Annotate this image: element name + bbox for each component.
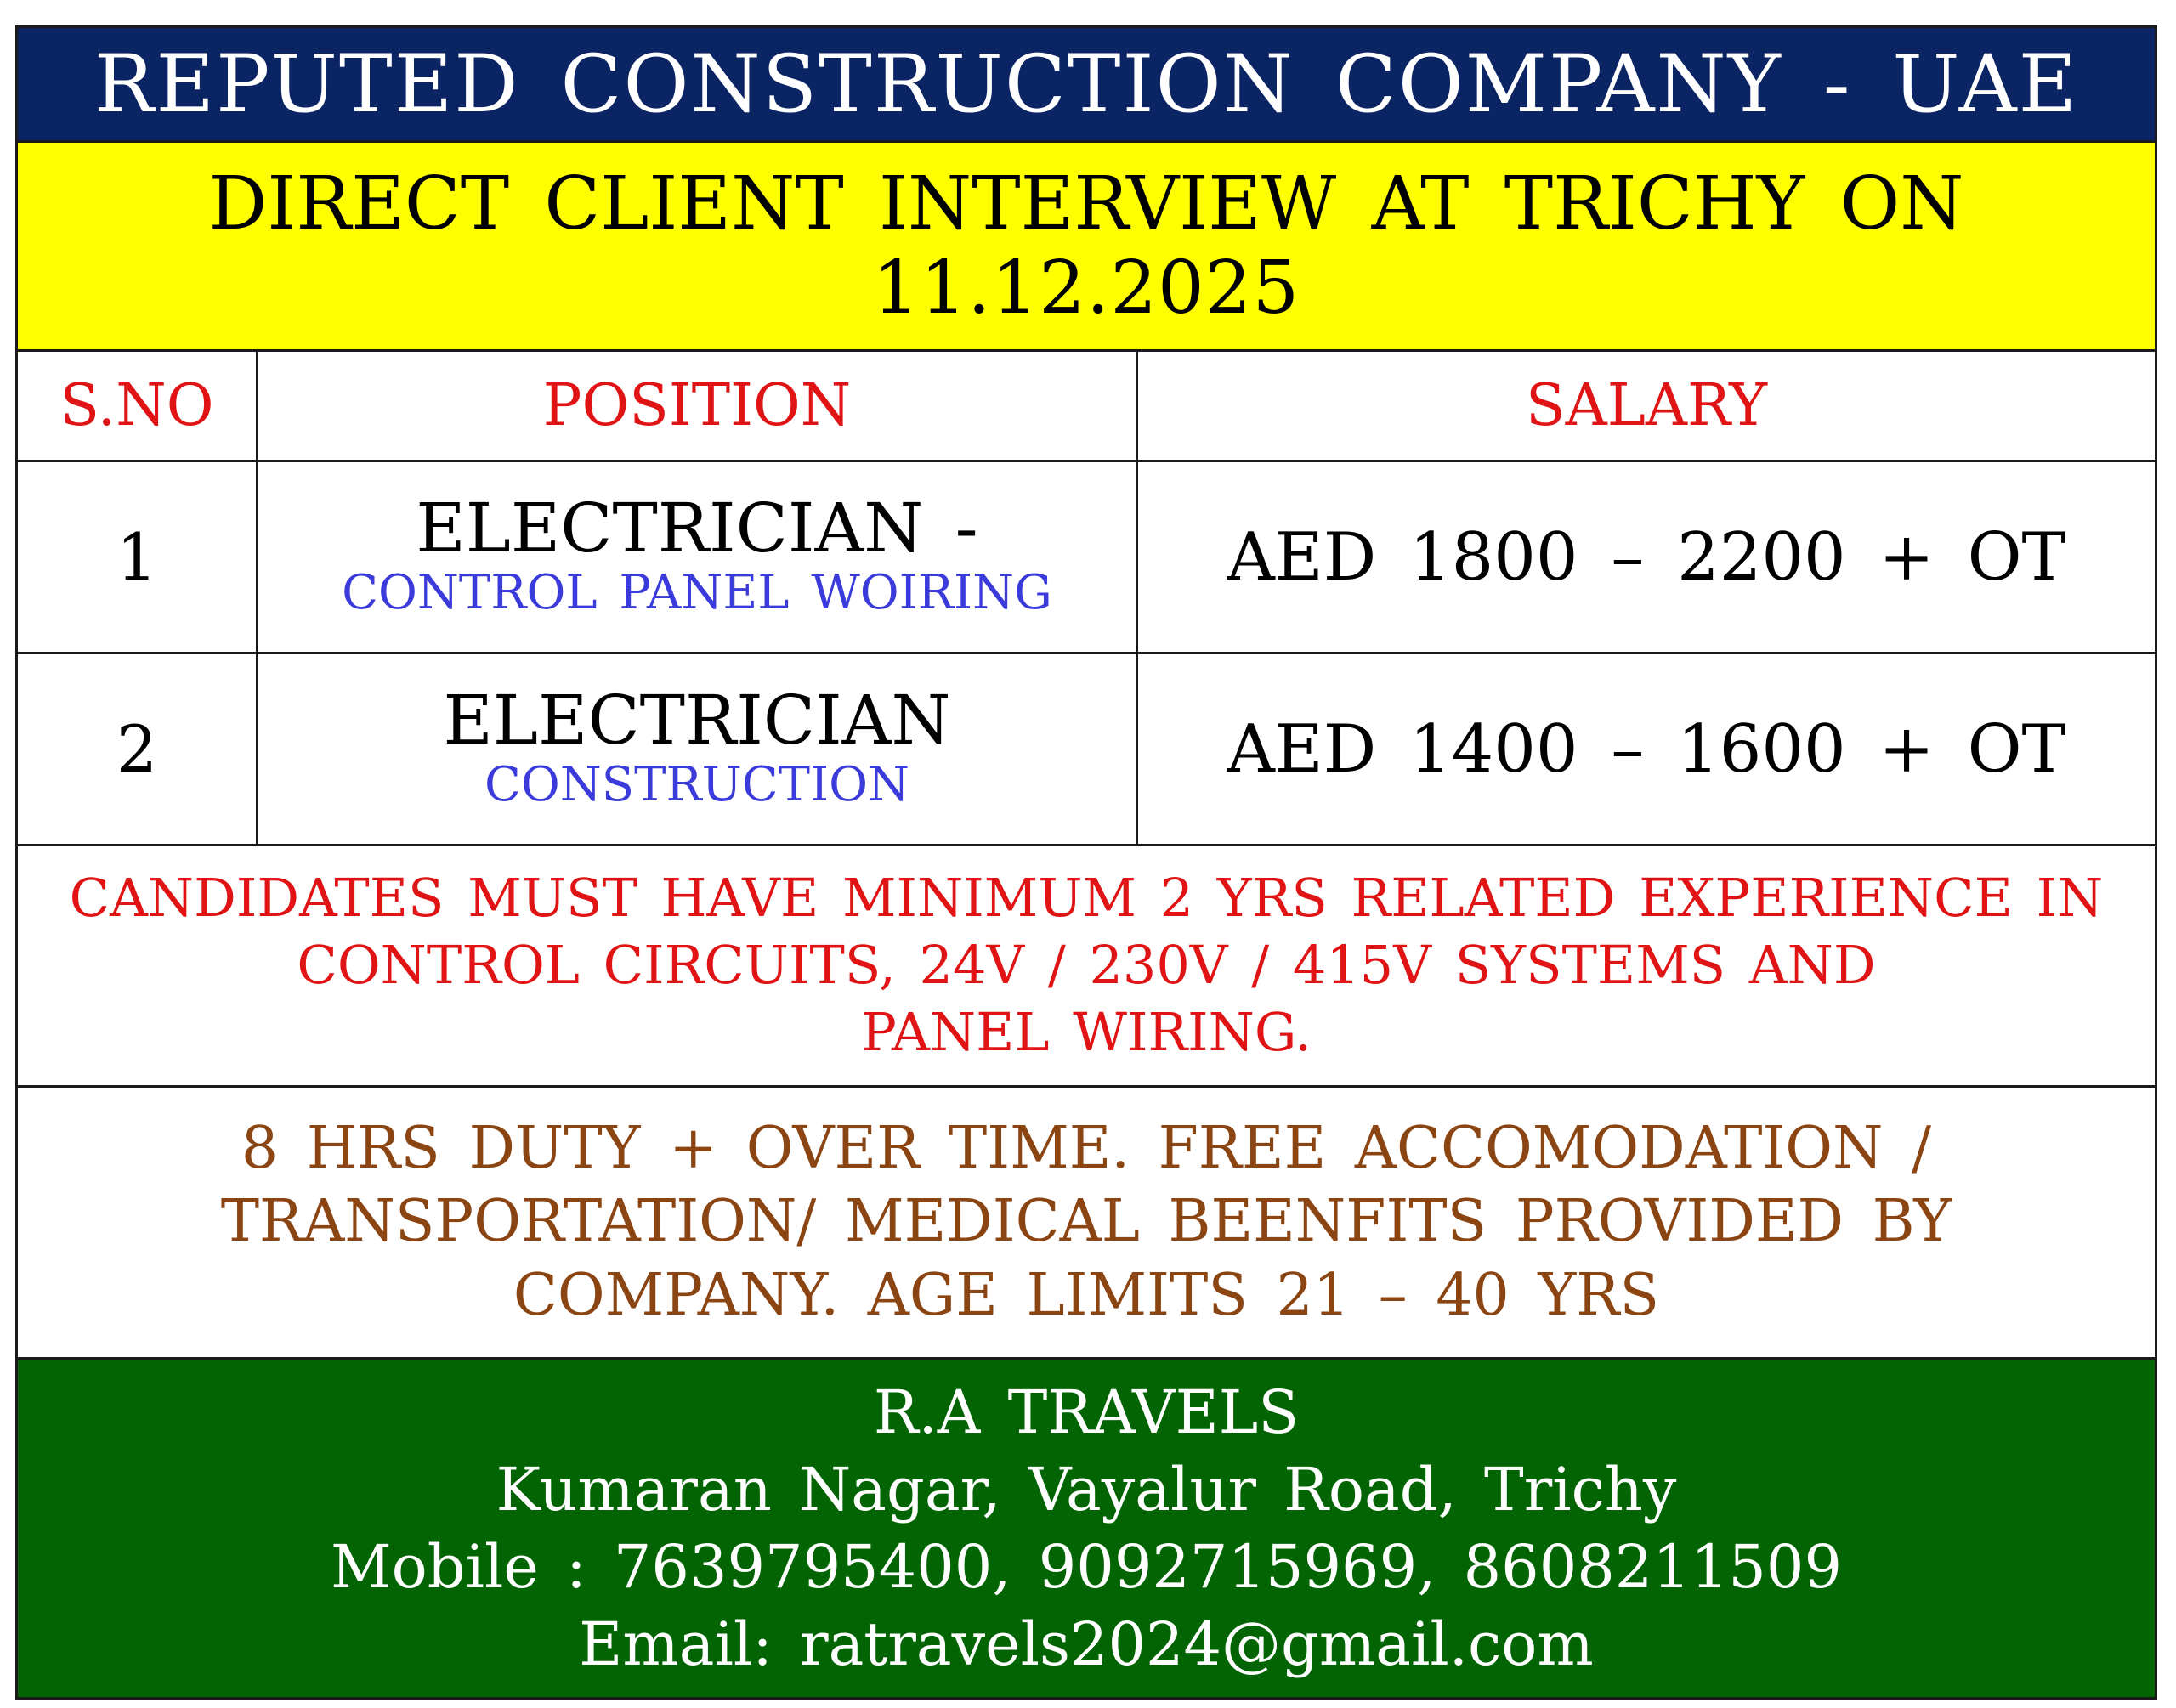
benefits-line: 8 HRS DUTY + OVER TIME. FREE ACCOMODATION /: [241, 1114, 1932, 1182]
requirements-line: PANEL WIRING.: [861, 1000, 1312, 1063]
column-header-sno: S.NO: [60, 372, 214, 439]
company-title-banner: [18, 28, 2155, 143]
row-salary: AED 1800 – 2200 + OT: [1136, 462, 2155, 652]
interview-date: 11.12.2025: [872, 245, 1300, 331]
company-title: REPUTED CONSTRUCTION COMPANY - UAE: [94, 37, 2079, 131]
table-row: [18, 654, 2155, 846]
benefits-line: TRANSPORTATION/ MEDICAL BEENFITS PROVIDED BY: [220, 1188, 1952, 1256]
agency-address: Kumaran Nagar, Vayalur Road, Trichy: [496, 1454, 1677, 1524]
position-title: ELECTRICIAN -: [416, 488, 978, 568]
contact-section: [18, 1360, 2155, 1697]
requirements-line: CANDIDATES MUST HAVE MINIMUM 2 YRS RELATED EXPERIENCE IN: [69, 867, 2104, 930]
column-header-position: POSITION: [256, 352, 1136, 460]
interview-details: DIRECT CLIENT INTERVIEW AT TRICHY ON: [208, 161, 1964, 246]
column-header-salary: SALARY: [1136, 352, 2155, 460]
row-sno: 2: [116, 711, 158, 787]
benefits-section: [18, 1088, 2155, 1360]
table-header-row: [18, 352, 2155, 462]
table-row: [18, 462, 2155, 654]
job-advertisement: [15, 25, 2157, 1700]
row-position-cell: [256, 654, 1136, 844]
position-specialization: CONSTRUCTION: [484, 756, 910, 812]
position-specialization: CONTROL PANEL WOIRING: [342, 564, 1052, 620]
interview-banner: [18, 143, 2155, 352]
row-position-cell: [256, 462, 1136, 652]
benefits-line: COMPANY. AGE LIMITS 21 – 40 YRS: [513, 1261, 1660, 1329]
agency-name: R.A TRAVELS: [873, 1377, 1300, 1447]
requirements-line: CONTROL CIRCUITS, 24V / 230V / 415V SYSTEMS AND: [297, 934, 1876, 997]
row-sno: 1: [116, 519, 158, 595]
position-title: ELECTRICIAN: [443, 680, 951, 760]
row-salary: AED 1400 – 1600 + OT: [1136, 654, 2155, 844]
requirements-section: [18, 846, 2155, 1088]
mobile-numbers: Mobile : 7639795400, 9092715969, 8608211509: [330, 1531, 1842, 1602]
email-address: Email: ratravels2024@gmail.com: [579, 1609, 1594, 1679]
